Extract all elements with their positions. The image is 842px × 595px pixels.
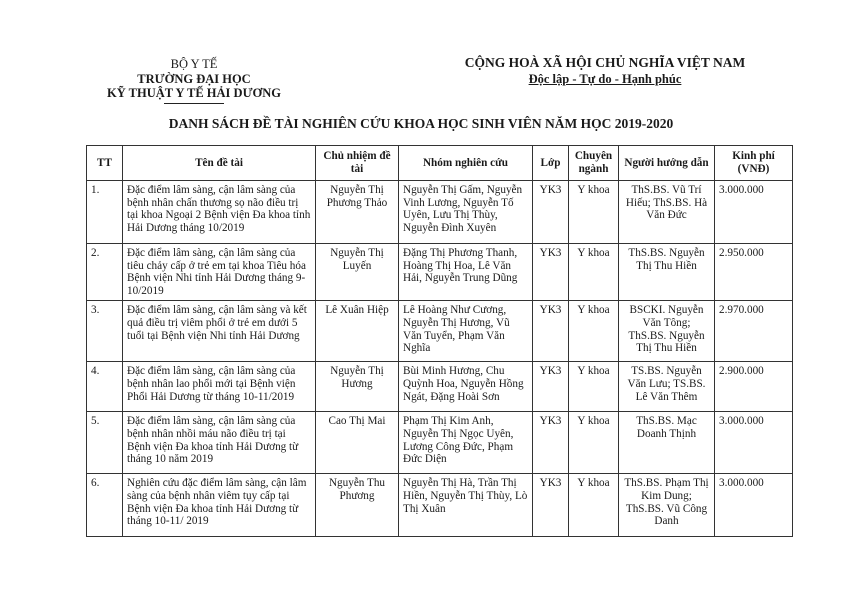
- cell-lead: Nguyễn Thị Phương Thảo: [316, 181, 399, 244]
- cell-lead: Cao Thị Mai: [316, 412, 399, 474]
- cell-tt: 1.: [87, 181, 123, 244]
- cell-lead: Nguyễn Thị Hương: [316, 362, 399, 412]
- cell-advisor: ThS.BS. Phạm Thị Kim Dung; ThS.BS. Vũ Công Danh: [619, 474, 715, 537]
- cell-budget: 2.900.000: [715, 362, 793, 412]
- header-advisor: Người hướng dẫn: [619, 146, 715, 181]
- cell-advisor: BSCKI. Nguyễn Văn Tông; ThS.BS. Nguyễn Thị Thu Hiền: [619, 301, 715, 362]
- cell-advisor: ThS.BS. Vũ Trí Hiếu; ThS.BS. Hà Văn Đức: [619, 181, 715, 244]
- cell-group: Phạm Thị Kim Anh, Nguyễn Thị Ngọc Uyên, Lương Công Đức, Phạm Đức Diện: [399, 412, 533, 474]
- cell-class: YK3: [533, 301, 569, 362]
- cell-group: Bùi Minh Hương, Chu Quỳnh Hoa, Nguyễn Hồng Ngát, Đặng Hoài Sơn: [399, 362, 533, 412]
- issuer-block: [78, 57, 310, 104]
- cell-topic: Đặc điểm lâm sàng, cận lâm sàng của bệnh nhân nhồi máu não điều trị tại Bệnh viện Đa khoa tỉnh Hải Dương từ tháng 10 năm 2019: [123, 412, 316, 474]
- header-budget: Kinh phí (VNĐ): [715, 146, 793, 181]
- cell-budget: 2.970.000: [715, 301, 793, 362]
- ministry-name: BỘ Y TẾ: [170, 57, 218, 71]
- cell-topic: Đặc điểm lâm sàng, cận lâm sàng và kết quả điều trị viêm phổi ở trẻ em dưới 5 tuổi tại Bệnh viện Nhi tỉnh Hải Dương: [123, 301, 316, 362]
- cell-topic: Đặc điểm lâm sàng, cận lâm sàng của bệnh nhân lao phổi mới tại Bệnh viện Phổi Hải Dương từ tháng 10-11/2019: [123, 362, 316, 412]
- cell-group: Nguyễn Thị Gấm, Nguyễn Vinh Lương, Nguyễn Tố Uyên, Lưu Thị Thùy, Nguyễn Đình Xuyên: [399, 181, 533, 244]
- university-name-line1: TRƯỜNG ĐẠI HỌC: [137, 71, 251, 86]
- university-name-line2: KỸ THUẬT Y TẾ HẢI DƯƠNG: [107, 86, 281, 100]
- national-motto-block: [440, 55, 770, 87]
- header-topic: Tên đề tài: [123, 146, 316, 181]
- cell-budget: 3.000.000: [715, 412, 793, 474]
- research-topics-table: [86, 145, 793, 537]
- cell-budget: 2.950.000: [715, 244, 793, 301]
- cell-major: Y khoa: [569, 362, 619, 412]
- cell-class: YK3: [533, 362, 569, 412]
- cell-major: Y khoa: [569, 301, 619, 362]
- table-row: [87, 244, 793, 301]
- cell-major: Y khoa: [569, 181, 619, 244]
- cell-major: Y khoa: [569, 412, 619, 474]
- header-class: Lớp: [533, 146, 569, 181]
- document-title: DANH SÁCH ĐỀ TÀI NGHIÊN CỨU KHOA HỌC SINH VIÊN NĂM HỌC 2019-2020: [168, 116, 674, 131]
- cell-class: YK3: [533, 244, 569, 301]
- cell-topic: Nghiên cứu đặc điểm lâm sàng, cận lâm sàng của bệnh nhân viêm tụy cấp tại Bệnh viện Đa khoa tỉnh Hải Dương từ tháng 10-11/ 2019: [123, 474, 316, 537]
- cell-group: Nguyễn Thị Hà, Trần Thị Hiền, Nguyễn Thị Thùy, Lò Thị Xuân: [399, 474, 533, 537]
- cell-tt: 3.: [87, 301, 123, 362]
- table-row: [87, 412, 793, 474]
- cell-group: Đặng Thị Phương Thanh, Hoàng Thị Hoa, Lê Văn Hải, Nguyễn Trung Dũng: [399, 244, 533, 301]
- table-row: [87, 362, 793, 412]
- cell-major: Y khoa: [569, 244, 619, 301]
- cell-topic: Đặc điểm lâm sàng, cận lâm sàng của bệnh nhân chấn thương sọ não điều trị tại khoa Ngoại 2 Bệnh viện Đa khoa tỉnh Hải Dương tháng 10/2019: [123, 181, 316, 244]
- cell-class: YK3: [533, 181, 569, 244]
- cell-class: YK3: [533, 412, 569, 474]
- cell-budget: 3.000.000: [715, 474, 793, 537]
- cell-tt: 6.: [87, 474, 123, 537]
- cell-lead: Nguyễn Thu Phương: [316, 474, 399, 537]
- table-header-row: [87, 146, 793, 181]
- cell-advisor: TS.BS. Nguyễn Văn Lưu; TS.BS. Lê Văn Thêm: [619, 362, 715, 412]
- country-name: CỘNG HOÀ XÃ HỘI CHỦ NGHĨA VIỆT NAM: [464, 55, 746, 70]
- header-major: Chuyên ngành: [569, 146, 619, 181]
- cell-tt: 2.: [87, 244, 123, 301]
- table-row: [87, 301, 793, 362]
- table-row: [87, 181, 793, 244]
- header-tt: TT: [87, 146, 123, 181]
- cell-group: Lê Hoàng Như Cương, Nguyễn Thị Hương, Vũ Văn Tuyển, Phạm Văn Nghĩa: [399, 301, 533, 362]
- cell-budget: 3.000.000: [715, 181, 793, 244]
- header-left-rule: [164, 103, 224, 104]
- cell-class: YK3: [533, 474, 569, 537]
- cell-tt: 5.: [87, 412, 123, 474]
- header-group: Nhóm nghiên cứu: [399, 146, 533, 181]
- table-row: [87, 474, 793, 537]
- cell-advisor: ThS.BS. Mạc Doanh Thịnh: [619, 412, 715, 474]
- cell-major: Y khoa: [569, 474, 619, 537]
- cell-topic: Đặc điểm lâm sàng, cận lâm sàng của tiêu chảy cấp ở trẻ em tại khoa Tiêu hóa Bệnh viện Nhi tỉnh Hải Dương tháng 9-10/2019: [123, 244, 316, 301]
- cell-tt: 4.: [87, 362, 123, 412]
- cell-lead: Lê Xuân Hiệp: [316, 301, 399, 362]
- header-lead: Chủ nhiệm đề tài: [316, 146, 399, 181]
- cell-lead: Nguyễn Thị Luyến: [316, 244, 399, 301]
- cell-advisor: ThS.BS. Nguyễn Thị Thu Hiền: [619, 244, 715, 301]
- motto: Độc lập - Tự do - Hạnh phúc: [528, 72, 682, 86]
